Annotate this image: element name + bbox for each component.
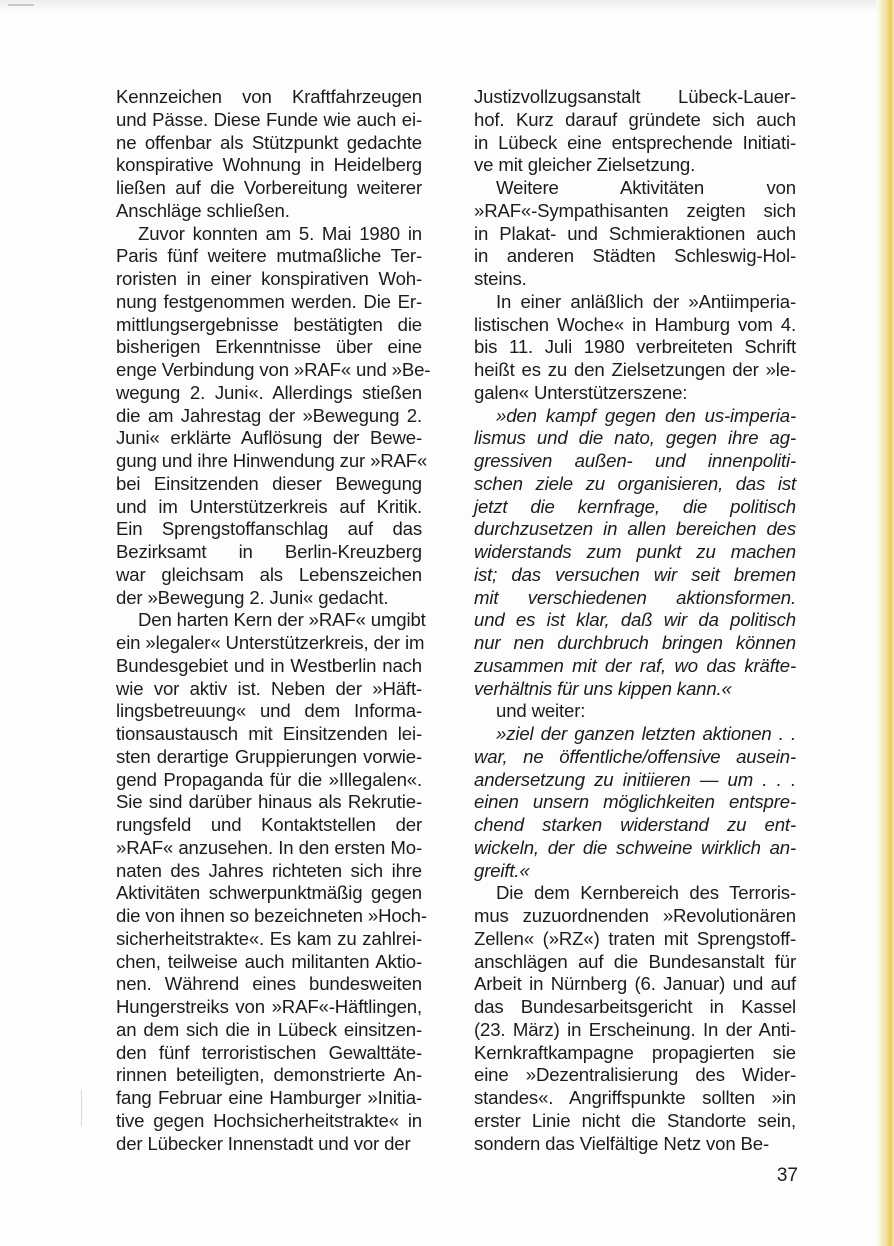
- paragraph: [116, 86, 422, 223]
- text-line: lingsbetreuung« und dem Informa-: [116, 700, 422, 722]
- text-line: standes«. Angriffspunkte sollten »in: [474, 1087, 796, 1108]
- text-line: roristen in einer konspirativen Woh-: [116, 268, 422, 289]
- text-line: einen unsern möglichkeiten entspre-: [474, 791, 796, 813]
- text-line: in anderen Städten Schleswig-Hol-: [474, 245, 796, 267]
- scan-artifact-line: [81, 1090, 82, 1126]
- text-line: Bezirksamt in Berlin-Kreuzberg: [116, 541, 422, 562]
- text-line: der Lübecker Innenstadt und vor der: [116, 1132, 411, 1154]
- right-text-column: [474, 86, 796, 1155]
- text-line: Sie sind darüber hinaus als Rekrutie-: [116, 791, 422, 813]
- text-line: wie vor aktiv ist. Neben der »Häft-: [116, 677, 422, 699]
- paragraph: [116, 222, 431, 610]
- text-line: wickeln, der die schweine wirklich an-: [474, 836, 796, 858]
- text-line: lismus und die nato, gegen ihre ag-: [474, 427, 796, 449]
- text-line: tionsaustausch mit Einsitzenden lei-: [116, 723, 422, 744]
- text-line: nen. Während eines bundesweiten: [116, 973, 422, 995]
- text-line: durchzusetzen in allen bereichen des: [474, 518, 796, 540]
- page-number: 37: [776, 1165, 798, 1186]
- text-line: Anschläge schließen.: [116, 199, 290, 221]
- text-line: Ein Sprengstoffanschlag auf das: [116, 518, 422, 540]
- text-line: tive gegen Hochsicherheitstrakte« in: [116, 1109, 422, 1131]
- text-line: (23. März) in Erscheinung. In der Anti-: [474, 1018, 796, 1040]
- text-line: bis 11. Juli 1980 verbreiteten Schrift: [474, 336, 796, 358]
- text-line: das Bundesarbeitsgericht in Kassel: [474, 996, 796, 1017]
- paragraph: [116, 609, 427, 1155]
- text-line: Hungerstreiks von »RAF«-Häftlingen,: [116, 996, 422, 1017]
- text-line: wegung 2. Juni«. Allerdings stießen: [116, 381, 422, 403]
- text-line: die von ihnen so bezeichneten »Hoch-: [116, 905, 427, 926]
- paragraph: [474, 723, 796, 882]
- text-line: jetzt die kernfrage, die politisch: [474, 495, 796, 517]
- text-line: mus zuzuordnenden »Revolutionären: [474, 905, 796, 926]
- text-line: sondern das Vielfältige Netz von Be-: [474, 1132, 770, 1154]
- text-line: ist; das versuchen wir seit bremen: [474, 563, 796, 585]
- text-line: Aktivitäten schwerpunktmäßig gegen: [116, 882, 422, 904]
- text-line: enge Verbindung von »RAF« und »Be-: [116, 359, 431, 380]
- paragraph: [474, 291, 796, 405]
- text-line: bisherigen Erkenntnisse über eine: [116, 336, 422, 358]
- paragraph: [474, 700, 796, 723]
- page-edge-shadow: [876, 0, 894, 1246]
- text-line: »RAF«-Sympathisanten zeigten sich: [474, 199, 796, 221]
- text-line: anschlägen auf die Bundesanstalt für: [474, 950, 796, 972]
- paragraph: [474, 86, 796, 177]
- text-line: »den kampf gegen den us-imperia-: [496, 404, 796, 426]
- scan-mark: [8, 4, 34, 6]
- text-line: zusammen mit der raf, wo das kräfte-: [474, 654, 796, 676]
- text-line: der »Bewegung 2. Juni« gedacht.: [116, 586, 389, 608]
- text-line: steins.: [474, 268, 527, 289]
- text-line: Juni« erklärte Auflösung der Bewe-: [116, 427, 422, 449]
- text-line: gung und ihre Hinwendung zur »RAF«: [116, 450, 428, 471]
- paragraph: [474, 882, 796, 1155]
- text-line: »ziel der ganzen letzten aktionen . .: [496, 723, 796, 744]
- text-line: rinnen beteiligten, demonstrierte An-: [116, 1064, 422, 1086]
- text-line: chen, teilweise auch militanten Aktio-: [116, 950, 422, 972]
- text-line: heißt es zu den Zielsetzungen der »le-: [474, 359, 796, 380]
- text-line: Paris fünf weitere mutmaßliche Ter-: [116, 245, 422, 267]
- text-line: mittlungsergebnisse bestätigten die: [116, 313, 422, 335]
- text-line: erster Linie nicht die Standorte sein,: [474, 1109, 796, 1131]
- text-line: war, ne öffentliche/offensive ausein-: [474, 745, 796, 767]
- text-line: verhältnis für uns kippen kann.«: [474, 677, 732, 699]
- text-line: andersetzung zu initiieren — um . . .: [474, 768, 796, 790]
- text-line: greift.«: [474, 859, 530, 881]
- text-line: schen ziele zu organisieren, das ist: [474, 472, 796, 494]
- text-line: sicherheitstrakte«. Es kam zu zahlrei-: [116, 927, 422, 949]
- text-line: Zellen« (»RZ«) traten mit Sprengstoff-: [474, 927, 796, 949]
- text-line: galen« Unterstützerszene:: [474, 381, 688, 403]
- text-line: naten des Jahres richteten sich ihre: [116, 859, 422, 881]
- text-line: Weitere Aktivitäten von: [496, 177, 796, 198]
- text-line: ve mit gleicher Zielsetzung.: [474, 154, 696, 176]
- text-line: Den harten Kern der »RAF« umgibt: [138, 609, 426, 631]
- text-line: gressiven außen- und innenpoliti-: [474, 450, 796, 471]
- page-top-shadow: [0, 0, 894, 12]
- text-line: in Lübeck eine entsprechende Initiati-: [474, 131, 796, 153]
- text-line: Zuvor konnten am 5. Mai 1980 in: [138, 222, 422, 244]
- text-line: ließen auf die Vorbereitung weiterer: [116, 177, 422, 198]
- text-line: und im Unterstützerkreis auf Kritik.: [116, 495, 422, 517]
- left-text-column: [116, 86, 431, 1155]
- text-line: die am Jahrestag der »Bewegung 2.: [116, 404, 422, 426]
- text-line: mit verschiedenen aktionsformen.: [474, 586, 796, 608]
- text-line: nung festgenommen werden. Die Er-: [116, 290, 422, 312]
- paragraph: [474, 177, 796, 291]
- text-line: chend starken widerstand zu ent-: [474, 814, 796, 835]
- text-line: Kennzeichen von Kraftfahrzeugen: [116, 86, 422, 107]
- text-line: In einer anläßlich der »Antiimperia-: [496, 290, 796, 312]
- text-line: eine »Dezentralisierung des Wider-: [474, 1064, 796, 1086]
- text-line: »RAF« anzusehen. In den ersten Mo-: [116, 836, 422, 858]
- text-line: widerstands zum punkt zu machen: [474, 541, 796, 562]
- text-line: rungsfeld und Kontaktstellen der: [116, 814, 422, 835]
- text-line: Justizvollzugsanstalt Lübeck-Lauer-: [474, 86, 796, 107]
- text-line: Kernkraftkampagne propagierten sie: [474, 1041, 796, 1063]
- text-line: Bundesgebiet und in Westberlin nach: [116, 654, 422, 676]
- text-line: listischen Woche« in Hamburg vom 4.: [474, 313, 796, 335]
- text-line: gend Propaganda für die »Illegalen«.: [116, 768, 422, 790]
- text-line: fang Februar eine Hamburger »Initia-: [116, 1087, 422, 1108]
- text-line: bei Einsitzenden dieser Bewegung: [116, 472, 422, 494]
- text-line: nur nen durchbruch bringen können: [474, 632, 796, 653]
- text-line: konspirative Wohnung in Heidelberg: [116, 154, 422, 176]
- text-line: und es ist klar, daß wir da politisch: [474, 609, 796, 631]
- text-line: sten derartige Gruppierungen vorwie-: [116, 745, 422, 767]
- text-line: ein »legaler« Unterstützerkreis, der im: [116, 632, 425, 653]
- text-line: in Plakat- und Schmieraktionen auch: [474, 222, 796, 244]
- text-line: an dem sich die in Lübeck einsitzen-: [116, 1018, 422, 1040]
- text-line: den fünf terroristischen Gewalttäte-: [116, 1041, 422, 1063]
- text-line: Arbeit in Nürnberg (6. Januar) und auf: [474, 973, 796, 995]
- paragraph: [474, 405, 796, 701]
- text-line: Die dem Kernbereich des Terroris-: [496, 882, 796, 904]
- text-line: ne offenbar als Stützpunkt gedachte: [116, 131, 422, 153]
- text-line: und Pässe. Diese Funde wie auch ei-: [116, 108, 422, 130]
- text-line: hof. Kurz darauf gründete sich auch: [474, 108, 796, 130]
- text-line: war gleichsam als Lebenszeichen: [116, 563, 422, 585]
- text-line: und weiter:: [496, 700, 586, 722]
